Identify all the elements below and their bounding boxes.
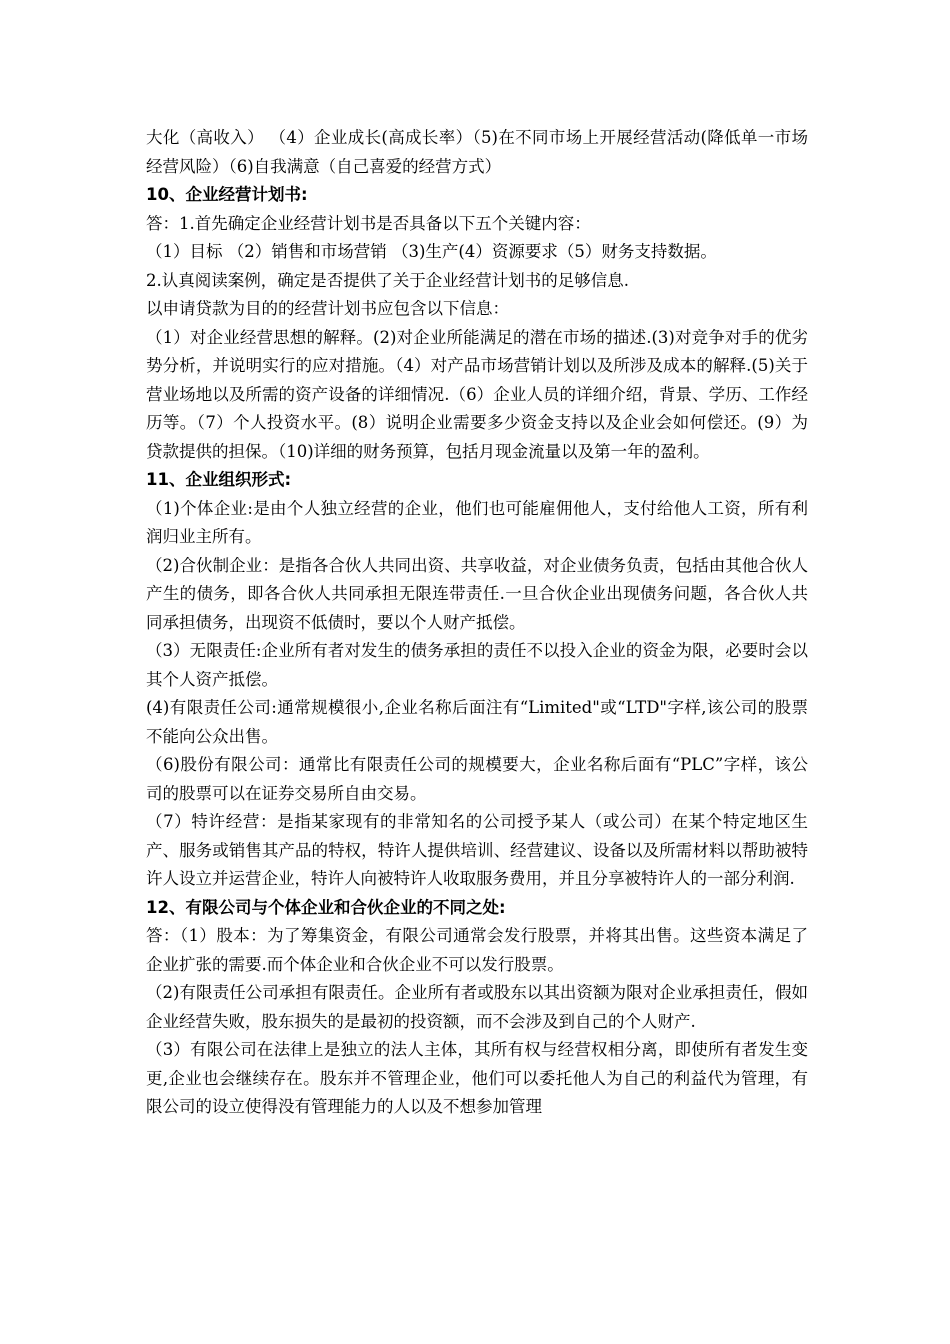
paragraph-sole-proprietorship: （1)个体企业:是由个人独立经营的企业，他们也可能雇佣他人，支付给他人工资，所有利润归业主所有。 [146, 498, 808, 546]
heading-differences: 12、有限公司与个体企业和合伙企业的不同之处: [146, 897, 506, 917]
paragraph-loan-plan-items: （1）对企业经营思想的解释。(2)对企业所能满足的潜在市场的描述.(3)对竞争对手的优劣势分析，并说明实行的应对措施。（4）对产品市场营销计划以及所涉及成本的解释.(5)关于营业场地以及所需的资产设备的详细情况.（6）企业人员的详细介绍，背景、学历、工作经历等。（7）个人投资水平。(8）说明企业需要多少资金支持以及企业会如何偿还。(9）为贷款提供的担保。（10)详细的财务预算，包括月现金流量以及第一年的盈利。 [146, 327, 808, 461]
paragraph-five-contents: （1）目标 （2）销售和市场营销 （3)生产(4）资源要求（5）财务支持数据。 [146, 242, 717, 261]
paragraph-answer-intro: 答：1.首先确定企业经营计划书是否具备以下五个关键内容： [146, 213, 591, 233]
paragraph-plc: （6)股份有限公司：通常比有限责任公司的规模要大，企业名称后面有“PLC”字样，该公司的股票可以在证券交易所自由交易。 [146, 755, 808, 803]
paragraph-partnership: （2)合伙制企业：是指各合伙人共同出资、共享收益，对企业债务负责，包括由其他合伙人产生的债务，即各合伙人共同承担无限连带责任.一旦合伙企业出现债务问题，各合伙人共同承担债务，出现资不低债时，要以个人财产抵偿。 [146, 555, 808, 632]
paragraph-limited-liability: （2)有限责任公司承担有限责任。企业所有者或股东以其出资额为限对企业承担责任，假如企业经营失败，股东损失的是最初的投资额，而不会涉及到自己的个人财产. [146, 983, 808, 1031]
paragraph-loan-plan-intro: 以申请贷款为目的的经营计划书应包含以下信息： [146, 299, 509, 318]
heading-organization-forms: 11、企业组织形式: [146, 470, 292, 489]
paragraph-read-case: 2.认真阅读案例，确定是否提供了关于企业经营计划书的足够信息. [146, 270, 629, 290]
heading-business-plan: 10、企业经营计划书: [146, 185, 308, 204]
paragraph-share-capital: 答：（1）股本：为了筹集资金，有限公司通常会发行股票，并将其出售。这些资本满足了企业扩张的需要.而个体企业和合伙企业不可以发行股票。 [146, 926, 808, 974]
paragraph-legal-entity: （3）有限公司在法律上是独立的法人主体，其所有权与经营权相分离，即使所有者发生变更,企业也会继续存在。股东并不管理企业，他们可以委托他人为自己的利益代为管理，有限公司的设立使得没有管理能力的人以及不想参加管理 [146, 1040, 808, 1116]
paragraph-franchise: （7）特许经营：是指某家现有的非常知名的公司授予某人（或公司）在某个特定地区生产、服务或销售其产品的特权，特许人提供培训、经营建议、设备以及所需材料以帮助被特许人设立并运营企业，特许人向被特许人收取服务费用，并且分享被特许人的一部分利润. [146, 812, 808, 888]
paragraph-unlimited-liability: （3）无限责任:企业所有者对发生的债务承担的责任不以投入企业的资金为限，必要时会以其个人资产抵偿。 [146, 641, 808, 689]
paragraph-limited-company: (4)有限责任公司:通常规模很小,企业名称后面注有“Limited"或“LTD"字样,该公司的股票不能向公众出售。 [146, 698, 808, 746]
document-page [146, 124, 808, 1122]
paragraph-continuation: 大化（高收入） （4）企业成长(高成长率）（5)在不同市场上开展经营活动(降低单一市场经营风险）（6)自我满意（自己喜爱的经营方式） [146, 128, 808, 176]
